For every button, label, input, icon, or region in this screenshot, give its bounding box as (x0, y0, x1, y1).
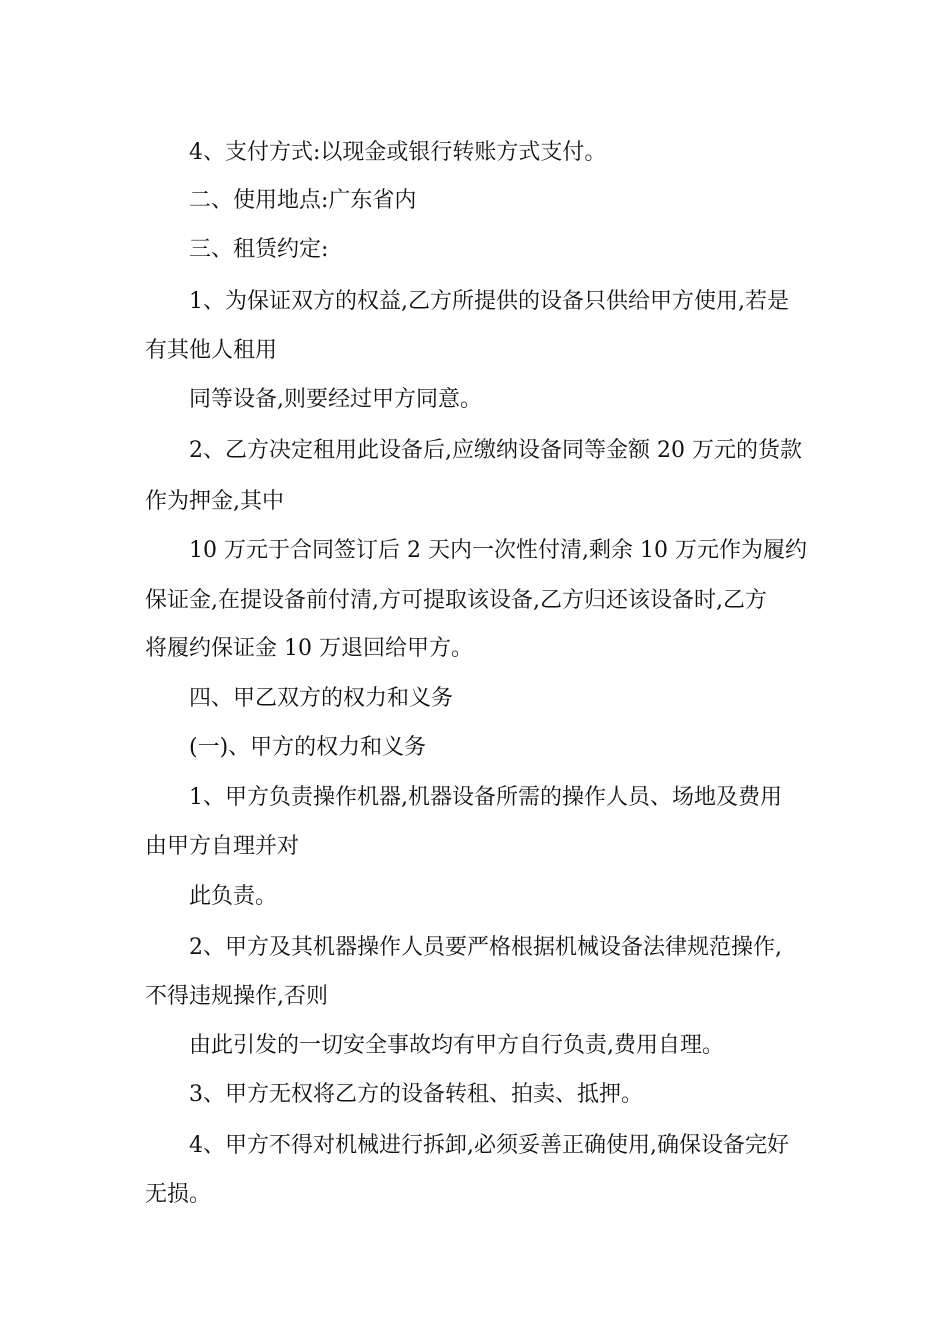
text-line: 无损。 (145, 1182, 212, 1207)
section-heading: 四、甲乙双方的权力和义务 (189, 686, 454, 711)
text-line: 2、甲方及其机器操作人员要严格根据机械设备法律规范操作, (189, 935, 782, 960)
text-line: 1、甲方负责操作机器,机器设备所需的操作人员、场地及费用 (189, 785, 782, 810)
text-line: 10 万元于合同签订后 2 天内一次性付清,剩余 10 万元作为履约 (189, 538, 807, 563)
text-line: 1、为保证双方的权益,乙方所提供的设备只供给甲方使用,若是 (189, 289, 789, 314)
text-line: 不得违规操作,否则 (145, 984, 328, 1009)
text-line: 将履约保证金 10 万退回给甲方。 (145, 636, 473, 661)
text-line: 2、乙方决定租用此设备后,应缴纳设备同等金额 20 万元的货款 (189, 438, 802, 463)
text-line: 保证金,在提设备前付清,方可提取该设备,乙方归还该设备时,乙方 (145, 588, 767, 613)
text-line: 由甲方自理并对 (145, 834, 300, 859)
text-line: 作为押金,其中 (145, 489, 284, 514)
text-line: 3、甲方无权将乙方的设备转租、拍卖、抵押。 (189, 1082, 643, 1107)
section-heading: 三、租赁约定: (189, 237, 329, 262)
section-heading: 二、使用地点:广东省内 (189, 188, 417, 213)
text-line: 同等设备,则要经过甲方同意。 (189, 387, 482, 412)
text-line: 4、甲方不得对机械进行拆卸,必须妥善正确使用,确保设备完好 (189, 1133, 789, 1158)
text-line: 4、支付方式:以现金或银行转账方式支付。 (189, 140, 607, 165)
subsection-heading: (一)、甲方的权力和义务 (189, 735, 427, 760)
text-line: 此负责。 (189, 884, 278, 909)
text-line: 有其他人租用 (145, 338, 278, 363)
text-line: 由此引发的一切安全事故均有甲方自行负责,费用自理。 (189, 1033, 724, 1058)
